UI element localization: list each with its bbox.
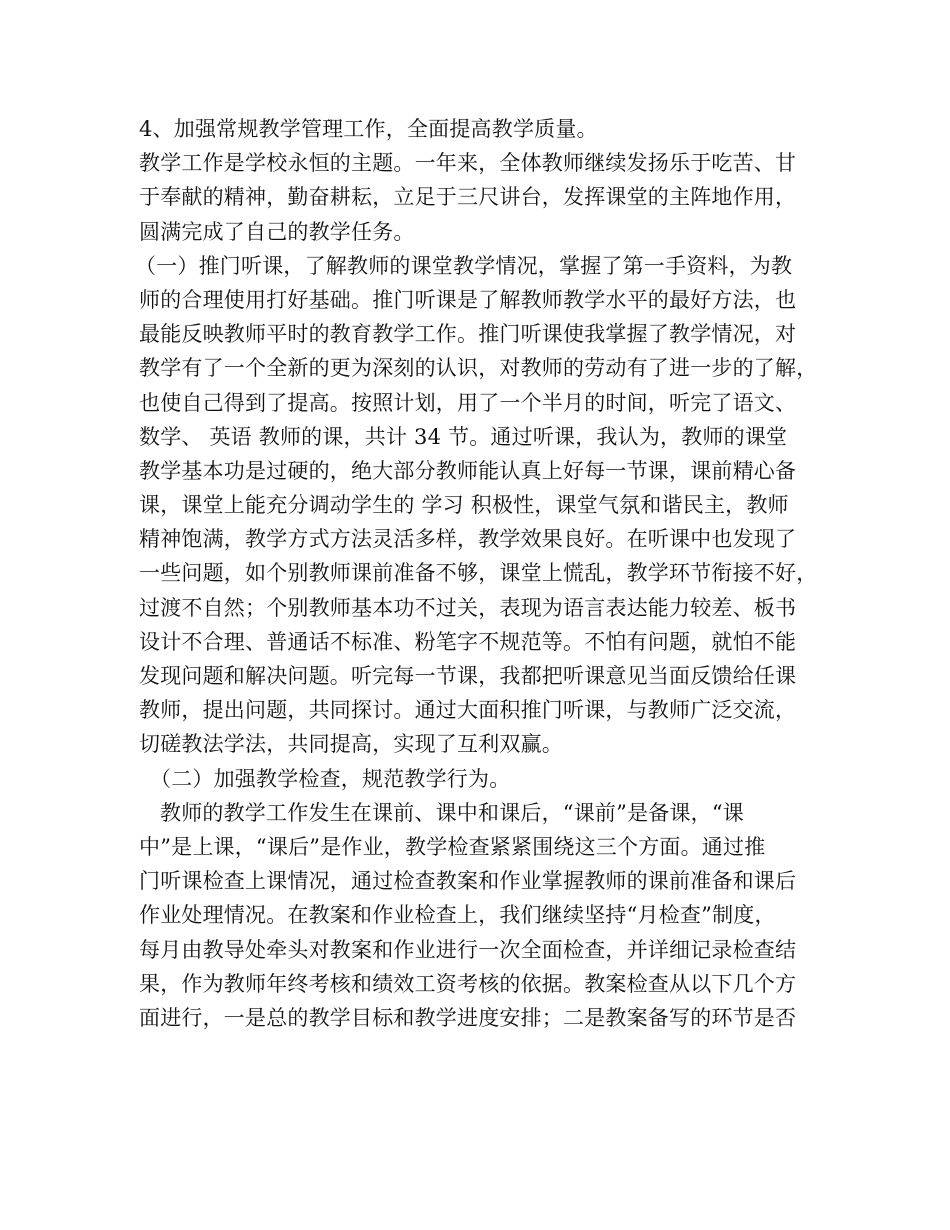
paragraph-line: 面进行，一是总的教学目标和教学进度安排；二是教案备写的环节是否	[139, 1005, 797, 1030]
paragraph-line: 师的合理使用打好基础。推门听课是了解教师教学水平的最好方法，也	[139, 287, 797, 312]
subsection-heading-1: （一）推门听课，了解教师的课堂教学情况，掌握了第一手资料，为教	[135, 253, 793, 278]
paragraph-line: 教师，提出问题，共同探讨。通过大面积推门听课，与教师广泛交流，	[139, 698, 797, 723]
paragraph-line: 精神饱满，教学方式方法灵活多样，教学效果良好。在听课中也发现了	[139, 527, 797, 552]
body-text	[135, 112, 829, 1035]
paragraph-line: 设计不合理、普通话不标准、粉笔字不规范等。不怕有问题，就怕不能	[139, 629, 797, 654]
paragraph-line: 一些问题，如个别教师课前准备不够，课堂上慌乱，教学环节衔接不好，	[139, 561, 818, 586]
paragraph-line: 于奉献的精神，勤奋耕耘，立足于三尺讲台，发挥课堂的主阵地作用，	[139, 185, 797, 210]
paragraph-line: 最能反映教师平时的教育教学工作。推门听课使我掌握了教学情况，对	[139, 322, 797, 347]
paragraph-line: 数学、 英语 教师的课，共计 34 节。通过听课，我认为，教师的课堂	[139, 424, 788, 449]
paragraph-line: 教学有了一个全新的更为深刻的认识，对教师的劳动有了进一步的了解，	[139, 356, 818, 381]
subsection-heading-2: （二）加强教学检查，规范教学行为。	[150, 766, 511, 791]
paragraph-line: 切磋教法学法，共同提高，实现了互利双赢。	[139, 732, 563, 757]
paragraph-line: 作业处理情况。在教案和作业检查上，我们继续坚持“月检查”制度，	[139, 903, 776, 928]
paragraph-line: 教学工作是学校永恒的主题。一年来，全体教师继续发扬乐于吃苦、甘	[139, 151, 797, 176]
paragraph-line: 也使自己得到了提高。按照计划，用了一个半月的时间，听完了语文、	[139, 390, 797, 415]
paragraph-line: 教师的教学工作发生在课前、课中和课后，“课前”是备课，“课	[160, 800, 745, 825]
paragraph-line: 过渡不自然；个别教师基本功不过关，表现为语言表达能力较差、板书	[139, 595, 797, 620]
paragraph-line: 教学基本功是过硬的，绝大部分教师能认真上好每一节课，课前精心备	[139, 458, 797, 483]
paragraph-line: 课，课堂上能充分调动学生的 学习 积极性，课堂气氛和谐民主，教师	[139, 493, 789, 518]
paragraph-line: 门听课检查上课情况，通过检查教案和作业掌握教师的课前准备和课后	[139, 869, 797, 894]
paragraph-line: 中”是上课，“课后”是作业，教学检查紧紧围绕这三个方面。通过推	[139, 834, 766, 859]
paragraph-line: 每月由教导处牵头对教案和作业进行一次全面检查，并详细记录检查结	[139, 937, 797, 962]
paragraph-line: 圆满完成了自己的教学任务。	[139, 219, 415, 244]
paragraph-line: 发现问题和解决问题。听完每一节课，我都把听课意见当面反馈给任课	[139, 664, 797, 688]
paragraph-line: 果，作为教师年终考核和绩效工资考核的依据。教案检查从以下几个方	[139, 971, 797, 996]
section-heading-4: 4、加强常规教学管理工作，全面提高教学质量。	[139, 117, 598, 141]
